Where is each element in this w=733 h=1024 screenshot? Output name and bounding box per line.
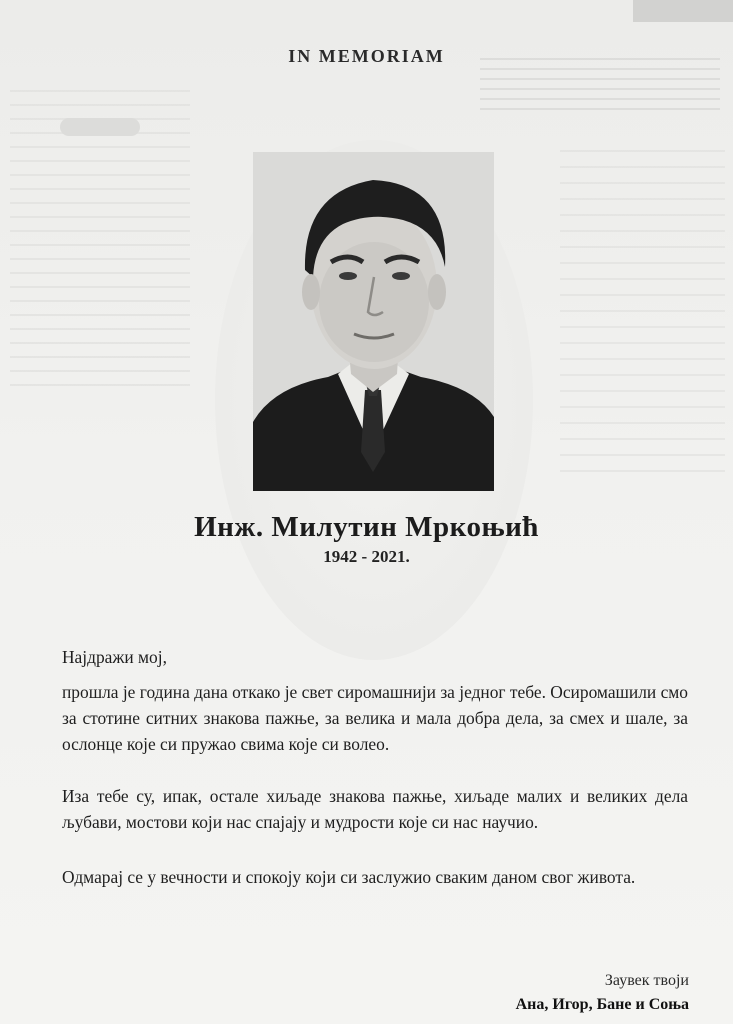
portrait-photo <box>253 152 494 491</box>
bleed-through-text <box>480 58 720 118</box>
bleed-through-badge <box>60 118 140 136</box>
message-paragraph-1: прошла је година дана откако је свет сиромашнији за једног тебе. Осиромашили смо за стотине ситних знакова пажње, за велика и мала добра дела, за смех и шале, за ослонце које си пружао свима које си волео. <box>62 682 688 754</box>
bleed-through-tag <box>633 0 733 22</box>
signature-names: Ана, Игор, Бане и Соња <box>515 996 689 1013</box>
bleed-through-column-right <box>560 150 725 480</box>
greeting: Најдражи мој, <box>62 647 167 667</box>
memoriam-heading: IN MEMORIAM <box>288 46 445 66</box>
message-paragraph-2: Иза тебе су, ипак, остале хиљаде знакова пажње, хиљаде малих и великих дела љубави, мостови који нас спајају и мудрости које си нас научио. <box>62 786 688 832</box>
life-years: 1942 - 2021. <box>323 547 410 566</box>
signature-closing: Заувек твоји <box>604 972 689 989</box>
deceased-name: Инж. Милутин Мркоњић <box>194 511 539 543</box>
message-paragraph-3: Одмарај се у вечности и спокоју који си заслужио сваким даном свог живота. <box>62 867 636 887</box>
